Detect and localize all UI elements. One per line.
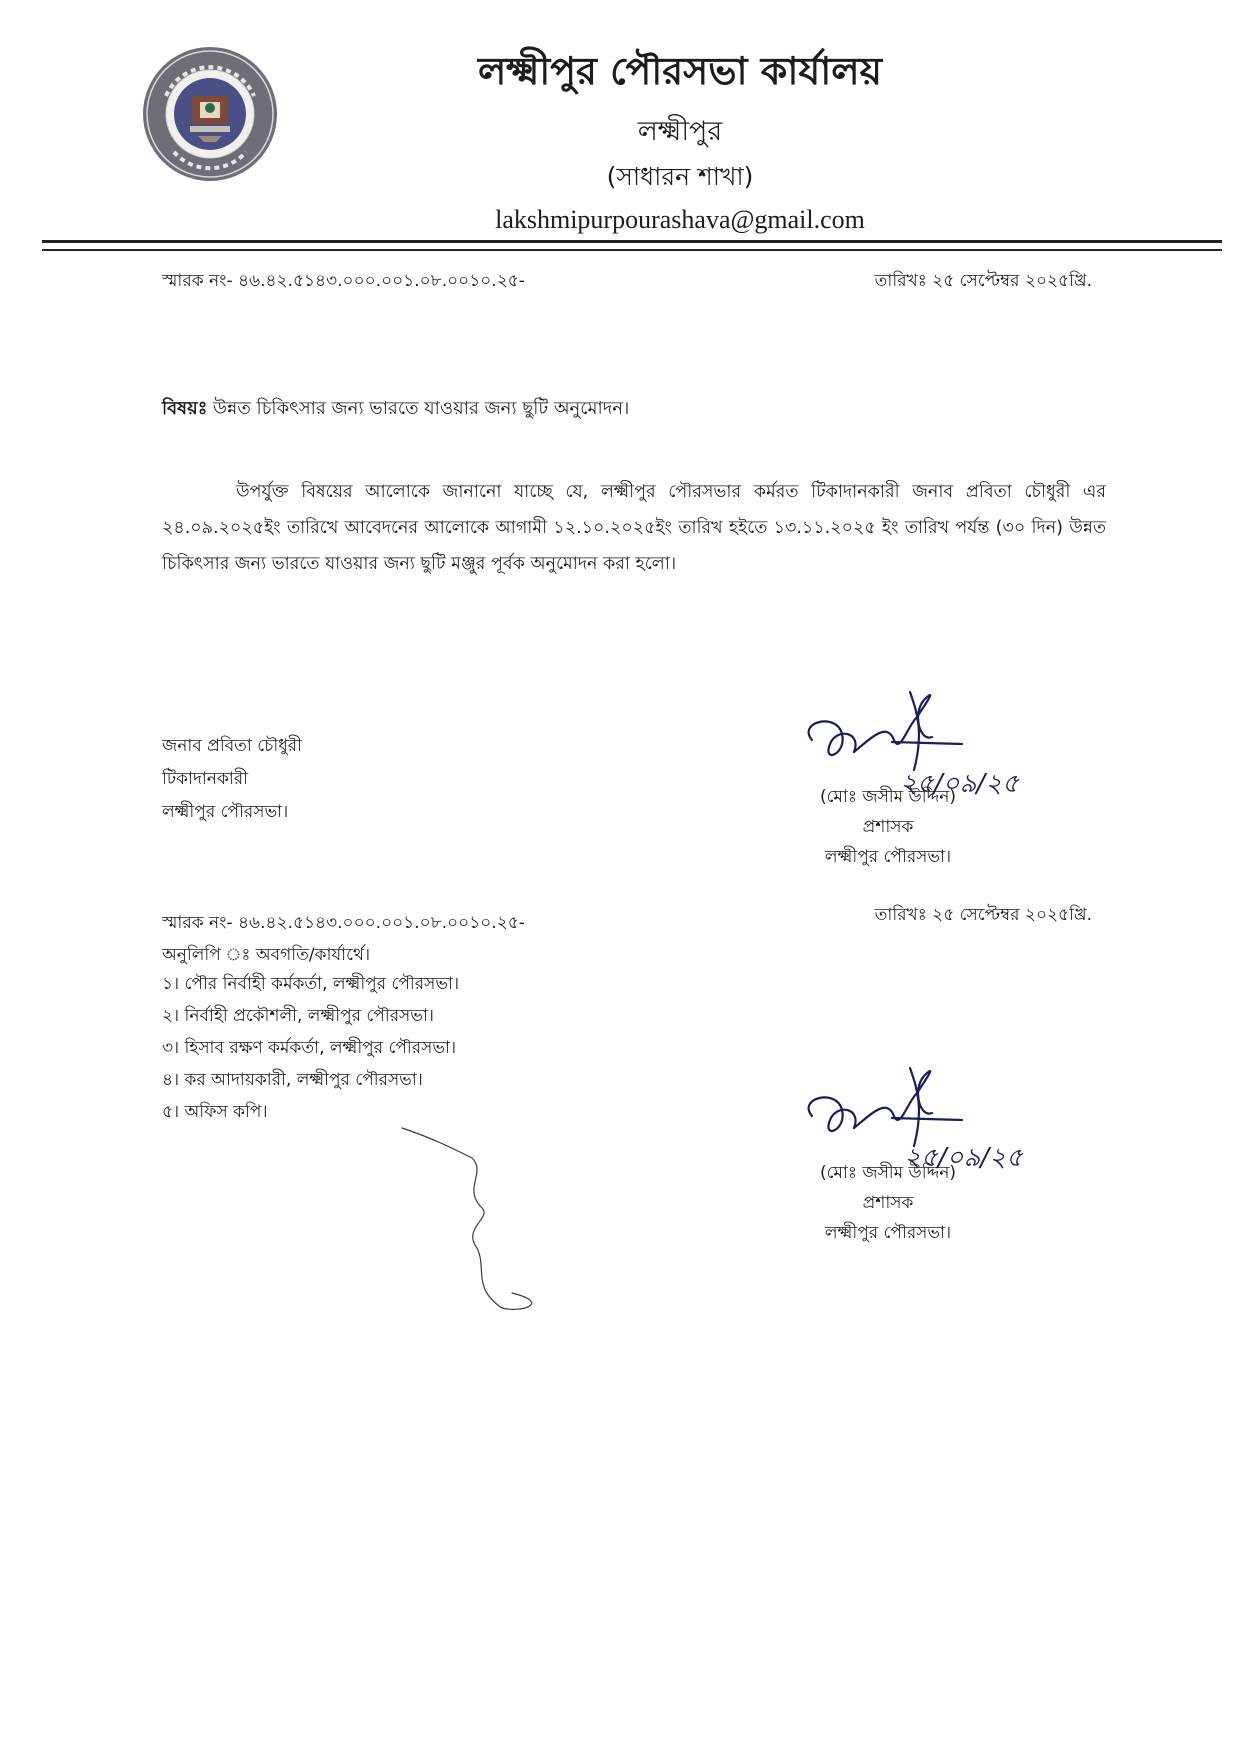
office-title: লক্ষ্মীপুর পৌরসভা কার্যালয় bbox=[478, 49, 882, 93]
municipality-seal-logo bbox=[140, 44, 280, 184]
recipient-designation: টিকাদানকারী bbox=[162, 769, 248, 789]
recipient-block bbox=[162, 730, 302, 829]
signature-block bbox=[778, 1158, 998, 1248]
signature-date: ২৫/০৯/২৫ bbox=[900, 769, 1019, 799]
signatory-name: (মোঃ জসীম উদ্দিন) bbox=[820, 1163, 956, 1183]
office-email: lakshmipurpourashava@gmail.com bbox=[495, 205, 865, 234]
office-city: লক্ষ্মীপুর bbox=[637, 116, 723, 147]
memo-reference: স্মারক নং- ৪৬.৪২.৫১৪৩.০০০.০০১.০৮.০০১০.২৫- bbox=[162, 271, 525, 291]
recipient-name: জনাব প্রবিতা চৌধুরী bbox=[162, 736, 302, 756]
copy-recipient-list bbox=[162, 968, 459, 1128]
signatory-name: (মোঃ জসীম উদ্দিন) bbox=[820, 787, 956, 807]
office-branch: (সাধারন শাখা) bbox=[606, 162, 754, 191]
body-paragraph: উপর্যুক্ত বিষয়ের আলোকে জানানো যাচ্ছে যে, লক্ষ্মীপুর পৌরসভার কর্মরত টিকাদানকারী জনাব প্রবিতা চৌধুরী এর ২৪.০৯.২০২৫ইং তারিখে আবেদনের আলোকে আগামী ১২.১০.২০২৫ইং তারিখ হইতে ১৩.১১.২০২৫ ইং তারিখ পর্যন্ত (৩০ দিন) উন্নত চিকিৎসার জন্য ভারতে যাওয়ার জন্য ছুটি মঞ্জুর পূর্বক অনুমোদন করা হলো। bbox=[162, 482, 1106, 574]
signatory-designation: প্রশাসক bbox=[862, 1193, 914, 1213]
subject-label: বিষয়ঃ bbox=[162, 398, 208, 419]
memo-date: তারিখঃ ২৫ সেপ্টেম্বর ২০২৫খ্রি. bbox=[874, 271, 1092, 291]
subject-text: উন্নত চিকিৎসার জন্য ভারতে যাওয়ার জন্য ছুটি অনুমোদন। bbox=[213, 398, 630, 419]
copy-memo-date: তারিখঃ ২৫ সেপ্টেম্বর ২০২৫খ্রি. bbox=[874, 905, 1092, 925]
header-divider-thin bbox=[42, 249, 1222, 251]
subject-line bbox=[162, 394, 629, 425]
list-item: ৫। অফিস কপি। bbox=[162, 1102, 268, 1122]
list-item: ১। পৌর নির্বাহী কর্মকর্তা, লক্ষ্মীপুর পৌরসভা। bbox=[162, 974, 460, 994]
pen-scribble bbox=[392, 1118, 592, 1318]
signatory-designation: প্রশাসক bbox=[862, 817, 914, 837]
list-item: ৩। হিসাব রক্ষণ কর্মকর্তা, লক্ষ্মীপুর পৌরসভা। bbox=[162, 1038, 457, 1058]
signature-date: ২৫/০৯/২৫ bbox=[904, 1143, 1023, 1173]
signatory-office: লক্ষ্মীপুর পৌরসভা। bbox=[824, 847, 952, 867]
signature-block bbox=[778, 782, 998, 872]
header-divider-thick bbox=[42, 240, 1222, 243]
list-item: ৪। কর আদায়কারী, লক্ষ্মীপুর পৌরসভা। bbox=[162, 1070, 423, 1090]
copy-label: অনুলিপি ঃ অবগতি/কার্যার্থে। bbox=[162, 945, 371, 965]
list-item: ২। নির্বাহী প্রকৌশলী, লক্ষ্মীপুর পৌরসভা। bbox=[162, 1006, 434, 1026]
copy-memo-reference: স্মারক নং- ৪৬.৪২.৫১৪৩.০০০.০০১.০৮.০০১০.২৫- bbox=[162, 913, 525, 933]
recipient-office: লক্ষ্মীপুর পৌরসভা। bbox=[162, 802, 289, 822]
signatory-office: লক্ষ্মীপুর পৌরসভা। bbox=[824, 1223, 952, 1243]
